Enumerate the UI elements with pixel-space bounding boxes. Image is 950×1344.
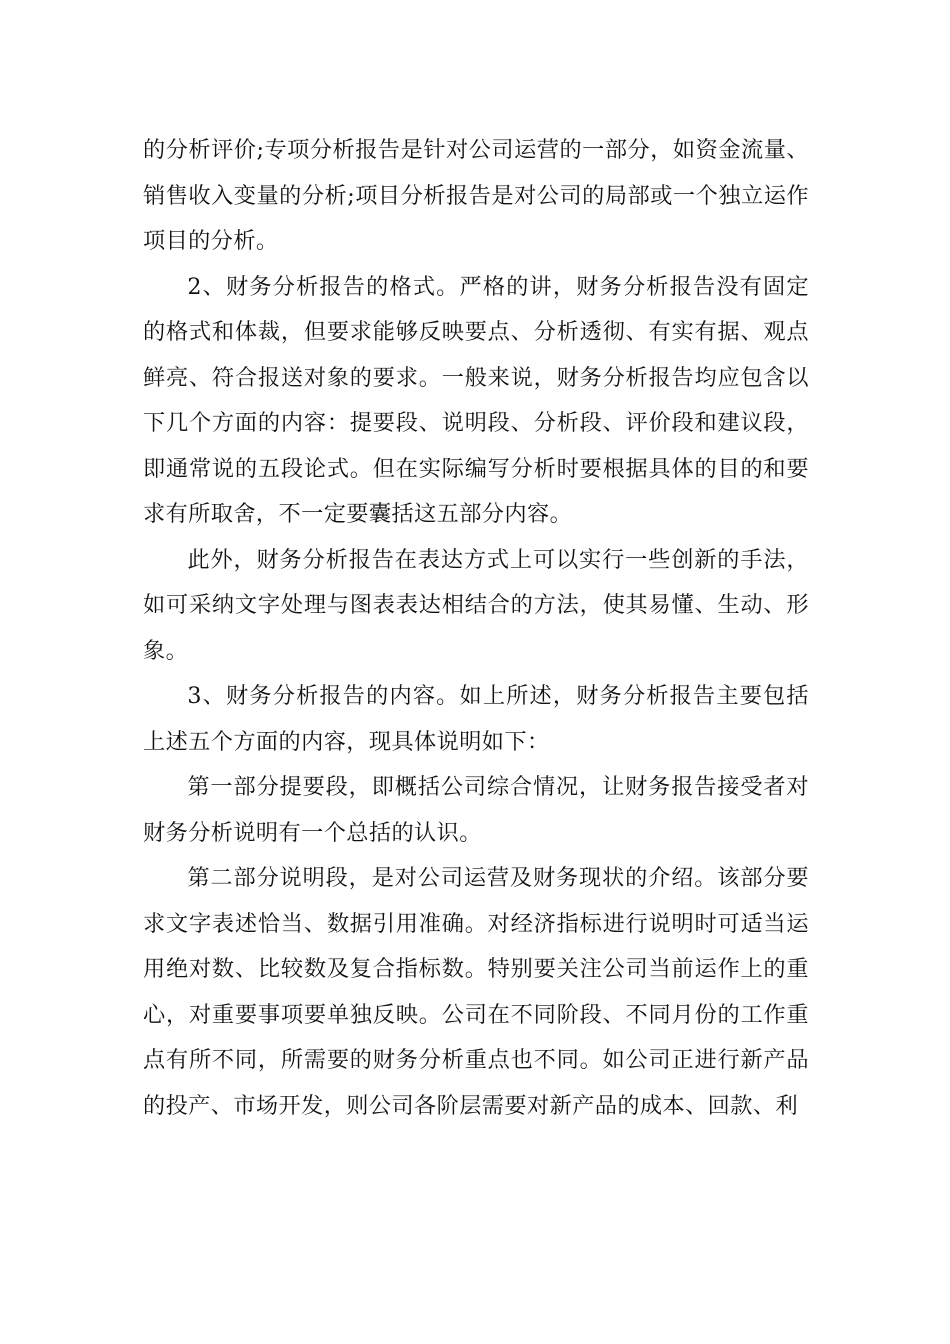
paragraph-6: 第二部分说明段，是对公司运营及财务现状的介绍。该部分要求文字表述恰当、数据引用准确。对经济指标进行说明时可适当运用绝对数、比较数及复合指标数。特别要关注公司当前运作上的重心，对重要事项要单独反映。公司在不同阶段、不同月份的工作重点有所不同，所需要的财务分析重点也不同。如公司正进行新产品的投产、市场开发，则公司各阶层需要对新产品的成本、回款、利 — [143, 865, 809, 1119]
paragraph-4: 3、财务分析报告的内容。如上所述，财务分析报告主要包括上述五个方面的内容，现具体说明如下： — [143, 683, 809, 755]
document-body — [143, 128, 809, 1129]
paragraph-2: 2、财务分析报告的格式。严格的讲，财务分析报告没有固定的格式和体裁，但要求能够反映要点、分析透彻、有实有据、观点鲜亮、符合报送对象的要求。一般来说，财务分析报告均应包含以下几个方面的内容：提要段、说明段、分析段、评价段和建议段，即通常说的五段论式。但在实际编写分析时要根据具体的目的和要求有所取舍，不一定要囊括这五部分内容。 — [143, 273, 809, 527]
paragraph-3: 此外，财务分析报告在表达方式上可以实行一些创新的手法，如可采纳文字处理与图表表达相结合的方法，使其易懂、生动、形象。 — [143, 546, 809, 664]
paragraph-1: 的分析评价;专项分析报告是针对公司运营的一部分，如资金流量、销售收入变量的分析;项目分析报告是对公司的局部或一个独立运作项目的分析。 — [143, 137, 809, 254]
paragraph-5: 第一部分提要段，即概括公司综合情况，让财务报告接受者对财务分析说明有一个总括的认识。 — [143, 774, 809, 846]
